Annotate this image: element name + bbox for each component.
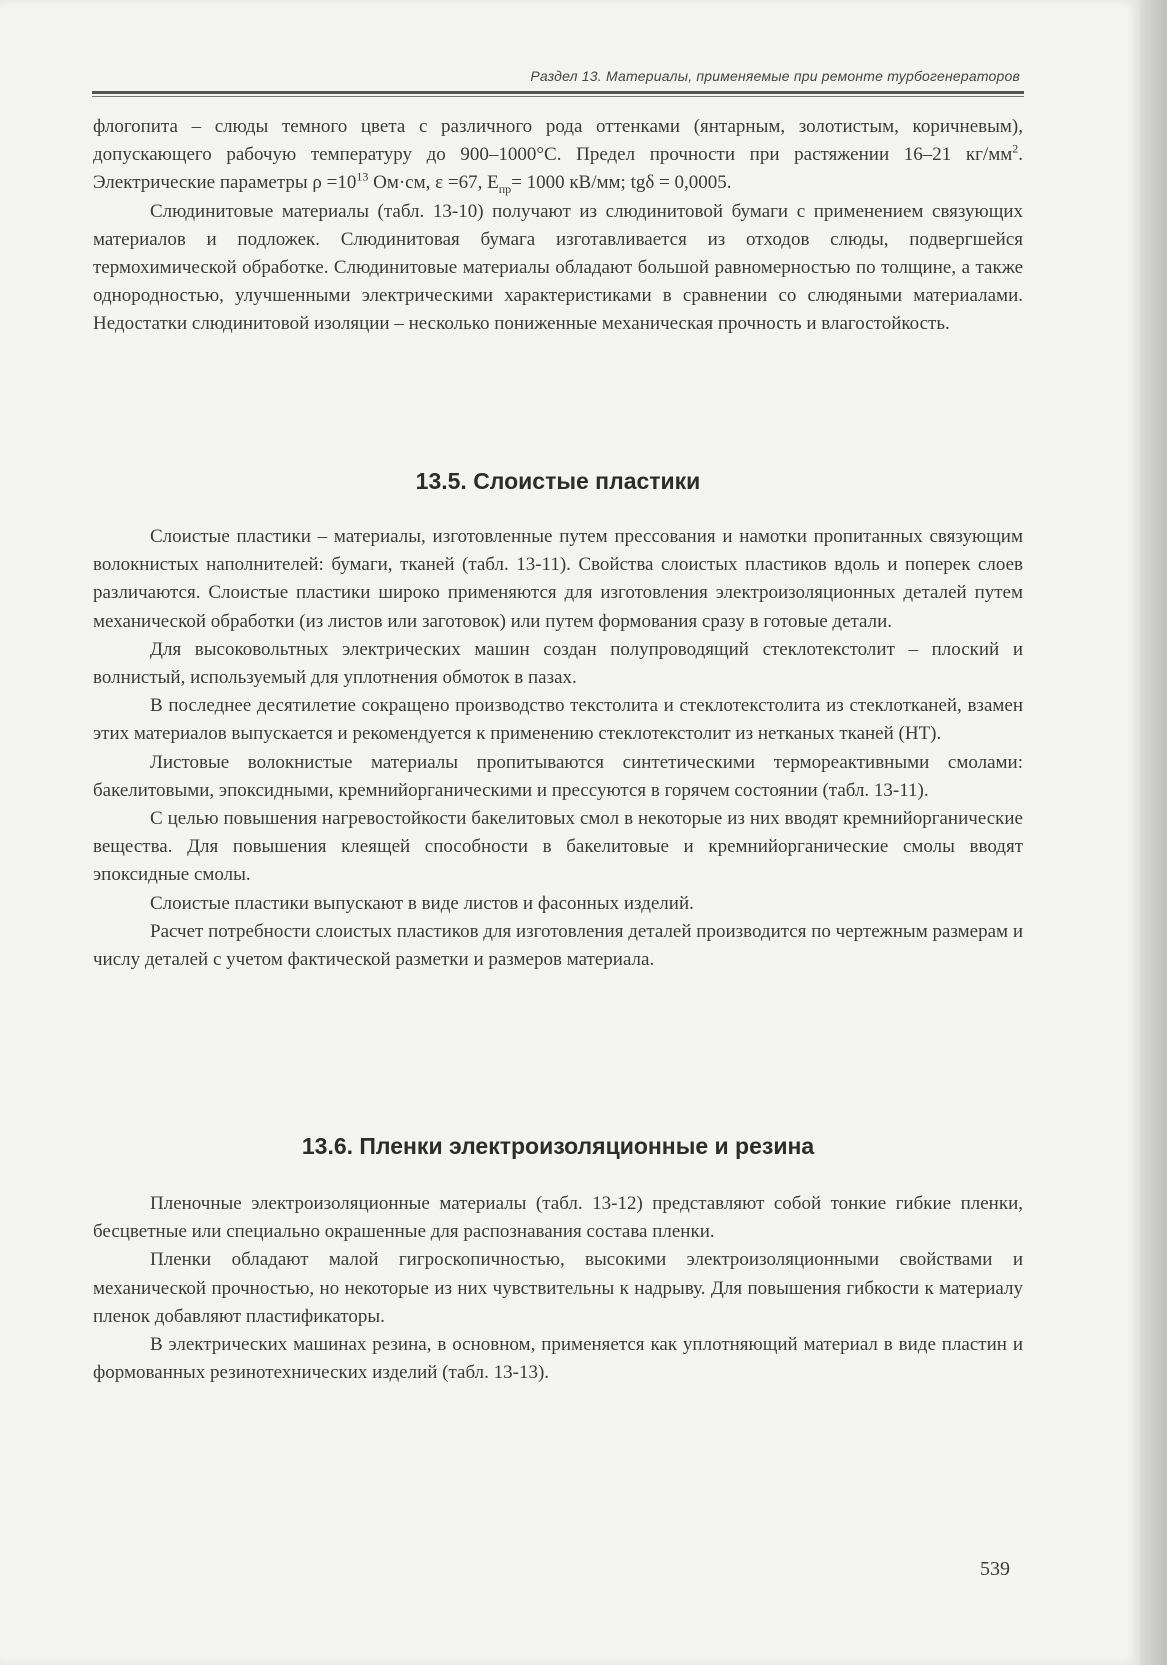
page-number: 539	[980, 1558, 1010, 1580]
paragraph: Расчет потребности слоистых пластиков для изготовления деталей производится по чертежным размерам и числу деталей с учетом фактической разметки и размеров материала.	[93, 920, 1023, 971]
paragraph: Слоистые пластики выпускают в виде листов и фасонных изделий.	[150, 892, 694, 914]
book-spine-shadow	[1140, 0, 1167, 1665]
section-13-5-text	[93, 523, 1023, 974]
text-run: флогопита – слюды темного цвета с различного рода оттенками (янтарным, золотистым, коричневым), допускающего рабочую температуру до 900–1000°С. Предел прочности при растяжении 16–21 кг/мм	[93, 116, 1023, 166]
superscript: 2	[1012, 141, 1019, 156]
subscript: пр	[498, 182, 512, 197]
text-run: . Электрические параметры ρ =10	[93, 144, 1023, 194]
text-run: = 1000 кВ/мм; tgδ = 0,0005.	[511, 172, 732, 194]
paragraph: Пленочные электроизоляционные материалы (табл. 13-12) представляют собой тонкие гибкие пленки, бесцветные или специально окрашенные для распознавания состава пленки.	[93, 1193, 1023, 1243]
running-head: Раздел 13. Материалы, применяемые при ремонте турбогенераторов	[530, 68, 1020, 84]
section-title-13-5: 13.5. Слоистые пластики	[415, 468, 701, 494]
intro-paragraph-2: Слюдинитовые материалы (табл. 13-10) получают из слюдинитовой бумаги с применением связующих материалов и подложек. Слюдинитовая бумага изготавливается из отходов слюды, подвергшейся термохимической обработке. Слюдинитовые материалы обладают большой равномерностью по толщине, а также однородностью, улучшенными электрическими характеристиками в сравнении со слюдяными материалами. Недостатки слюдинитовой изоляции – несколько пониженные механическая прочность и влагостойкость.	[93, 200, 1023, 335]
section-13-6-text	[93, 1190, 1023, 1387]
paragraph: Для высоковольтных электрических машин создан полупроводящий стеклотекстолит – плоский и волнистый, используемый для уплотнения обмоток в пазах.	[93, 638, 1023, 689]
paragraph: Слоистые пластики – материалы, изготовленные путем прессования и намотки пропитанных связующим волокнистых наполнителей: бумаги, тканей (табл. 13-11). Свойства слоистых пластиков вдоль и поперек слоев различаются. Слоистые пластики широко применяются для изготовления электроизоляционных деталей путем механической обработки (из листов или заготовок) или путем формования сразу в готовые детали.	[93, 526, 1023, 632]
paragraph: Пленки обладают малой гигроскопичностью, высокими электроизоляционными свойствами и механической прочностью, но некоторые из них чувствительны к надрыву. Для повышения гибкости к материалу пленок добавляют пластификаторы.	[93, 1249, 1023, 1327]
section-title-13-6: 13.6. Пленки электроизоляционные и резина	[301, 1133, 815, 1159]
intro-paragraph-1	[93, 113, 1023, 198]
paragraph: С целью повышения нагревостойкости бакелитовых смол в некоторые из них вводят кремнийорганические вещества. Для повышения клеящей способности в бакелитовые и кремнийорганические смолы вводят эпоксидные смолы.	[93, 808, 1023, 886]
header-rule-thin	[92, 96, 1024, 97]
paragraph: В электрических машинах резина, в основном, применяется как уплотняющий материал в виде пластин и формованных резинотехнических изделий (табл. 13-13).	[93, 1334, 1023, 1384]
superscript: 13	[356, 170, 369, 185]
text-run: Ом·см, ε =67, Е	[368, 172, 499, 194]
paragraph: В последнее десятилетие сокращено производство текстолита и стеклотекстолита из стеклотканей, взамен этих материалов выпускается и рекомендуется к применению стеклотекстолит из нетканых тканей (НТ).	[93, 695, 1023, 745]
paragraph: Листовые волокнистые материалы пропитываются синтетическими термореактивными смолами: бакелитовыми, эпоксидными, кремнийорганическими и прессуются в горячем состоянии (табл. 13-11).	[93, 751, 1023, 801]
header-rule	[92, 91, 1024, 94]
intro-text	[93, 113, 1023, 339]
